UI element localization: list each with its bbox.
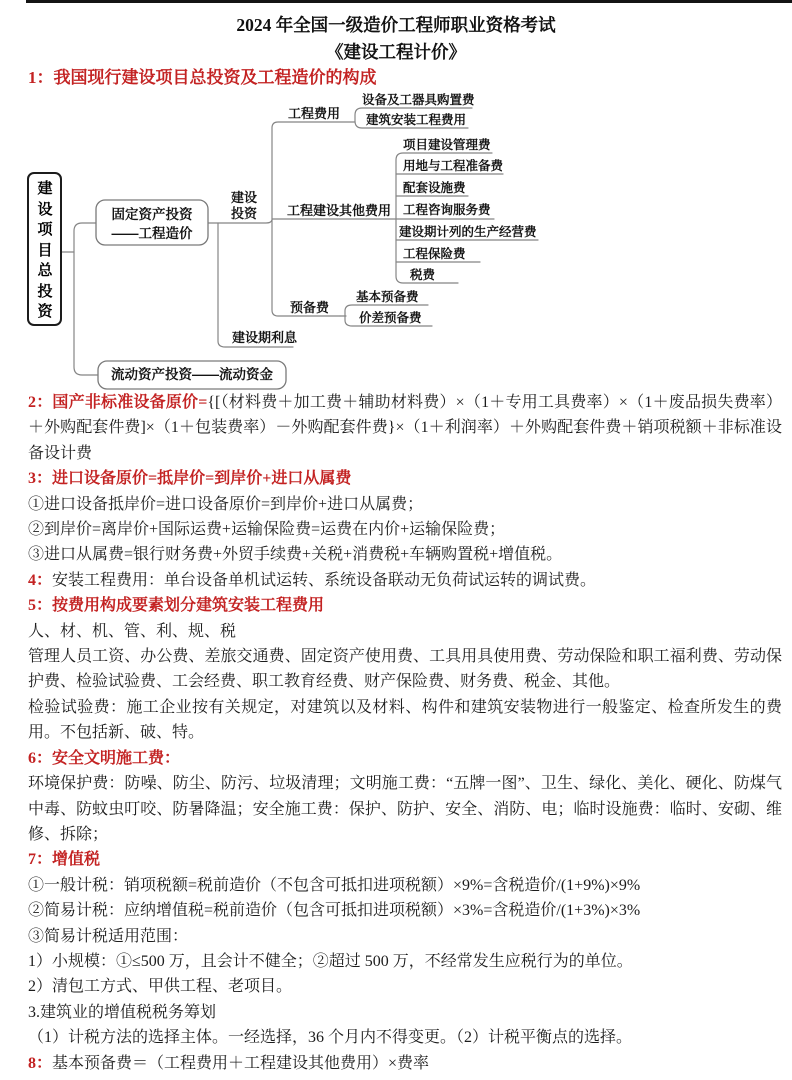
exam-title: 2024 年全国一级造价工程师职业资格考试: [236, 15, 556, 35]
connector-root-bracket: [74, 223, 98, 375]
s5-line-1: 人、材、机、管、利、规、税: [28, 622, 237, 640]
s7-item-4: 1）小规模：①≤500 万，且会计不健全；②超过 500 万，不经常发生应税行为的单位。: [28, 952, 633, 970]
heading-section-5: 5：按费用构成要素划分建筑安装工程费用: [28, 597, 325, 615]
fixed-investment-line2: ——工程造价: [111, 226, 193, 241]
node-other-item-tax: 税费: [410, 268, 436, 282]
heading-section-1: 1：我国现行建设项目总投资及工程造价的构成: [28, 68, 377, 87]
s7-item-2: ②简易计税：应纳增值税=税前造价（包含可抵扣进项税额）×3%=含税造价/(1+3%)×3%: [28, 902, 641, 920]
heading-section-7: 7：增值税: [28, 851, 101, 869]
s3-item-1: ①进口设备抵岸价=进口设备原价=到岸价+进口从属费；: [28, 495, 424, 513]
document-header: [0, 0, 792, 66]
heading-section-3: 3：进口设备原价=抵岸价=到岸价+进口从属费: [28, 470, 352, 488]
s5-line-2: 管理人员工资、办公费、差旅交通费、固定资产使用费、工具用具使用费、劳动保险和职工福利费、劳动保护费、检验试验费、工会经费、职工教育经费、财产保险费、财务费、税金、其他。: [28, 648, 782, 691]
s3-item-2: ②到岸价=离岸价+国际运费+运输保险费=运费在内价+运输保险费；: [28, 521, 506, 539]
top-rule: [26, 0, 792, 3]
node-price-diff-reserve: 价差预备费: [359, 311, 422, 325]
s6-text: 环境保护费：防噪、防尘、防污、垃圾清理；文明施工费：“五牌一图”、卫生、绿化、美化、硬化、防煤气中毒、防蚊虫叮咬、防暑降温；安全施工费：保护、防护、安全、消防、电；临时设施费：临时、安砌、维修、拆除；: [28, 775, 782, 843]
fixed-investment-line1: 固定资产投资: [111, 207, 193, 222]
node-other-item-land: 用地与工程准备费: [403, 159, 504, 173]
node-other-item-management: 项目建设管理费: [403, 138, 491, 152]
node-liquid-investment: 流动资产投资——流动资金: [111, 367, 273, 382]
node-reserve-cost: 预备费: [290, 300, 330, 315]
paragraph-s4: [28, 568, 782, 593]
node-project-cost: 工程费用: [288, 106, 341, 121]
construction-investment-line2: 投资: [231, 205, 258, 221]
s4-text: 安装工程费用：单台设备单机试运转、系统设备联动无负荷试运转的调试费。: [52, 571, 597, 589]
heading-section-4: 4：: [28, 571, 53, 589]
node-install-cost: 建筑安装工程费用: [366, 113, 467, 127]
s5-line-3: 检验试验费：施工企业按有关规定，对建筑以及材料、构件和建筑安装物进行一般鉴定、检查所发生的费用。不包括新、破、特。: [28, 698, 782, 742]
heading-section-8: 8：: [28, 1054, 53, 1072]
s7-item-6: 3.建筑业的增值税税务筹划: [28, 1003, 217, 1021]
construction-investment-line1: 建设: [231, 190, 258, 205]
paragraph-s8: [28, 1051, 782, 1076]
subject-title: 《建设工程计价》: [326, 42, 466, 62]
s7-item-7: （1）计税方法的选择主体。一经选择，36 个月内不得变更。（2）计税平衡点的选择。: [28, 1029, 633, 1047]
node-total-investment: 建设项目总投资: [37, 180, 53, 320]
paragraph-s2-formula: [28, 390, 782, 466]
heading-section-2: 2：国产非标准设备原价=: [28, 394, 208, 411]
heading-section-6: 6：安全文明施工费：: [28, 749, 181, 767]
document-body: [0, 390, 792, 1076]
node-construction-interest: 建设期利息: [232, 330, 298, 345]
s8-text: 基本预备费＝（工程费用＋工程建设其他费用）×费率: [52, 1054, 430, 1072]
node-construction-investment: [231, 190, 261, 221]
investment-composition-diagram: [0, 90, 792, 390]
node-other-item-operating: 建设期计列的生产经营费: [399, 225, 537, 239]
node-other-item-consulting: 工程咨询服务费: [403, 203, 491, 217]
node-basic-reserve: 基本预备费: [356, 290, 419, 304]
node-other-item-facility: 配套设施费: [403, 181, 466, 195]
s7-item-1: ①一般计税：销项税额=税前造价（不包含可抵扣进项税额）×9%=含税造价/(1+9%)×9%: [28, 876, 641, 894]
node-other-cost: 工程建设其他费用: [287, 203, 392, 218]
node-fixed-investment: [96, 205, 208, 243]
connector-interest-branch: [218, 223, 293, 347]
s7-item-5: 2）清包工方式、甲供工程、老项目。: [28, 978, 293, 996]
node-other-item-insurance: 工程保险费: [403, 247, 466, 261]
s7-item-3: ③简易计税适用范围：: [28, 927, 189, 945]
s2-formula-text: {[（材料费＋加工费＋辅助材料费）×（1＋专用工具费率）×（1＋废品损失费率）＋外购配套件费]×（1＋包装费率）－外购配套件费}×（1＋利润率）＋外购配套件费＋销项税额＋非标准设备设计费: [28, 394, 782, 462]
s3-item-3: ③进口从属费=银行财务费+外贸手续费+关税+消费税+车辆购置税+增值税。: [28, 546, 563, 564]
node-equipment-cost: 设备及工器具购置费: [362, 93, 475, 107]
